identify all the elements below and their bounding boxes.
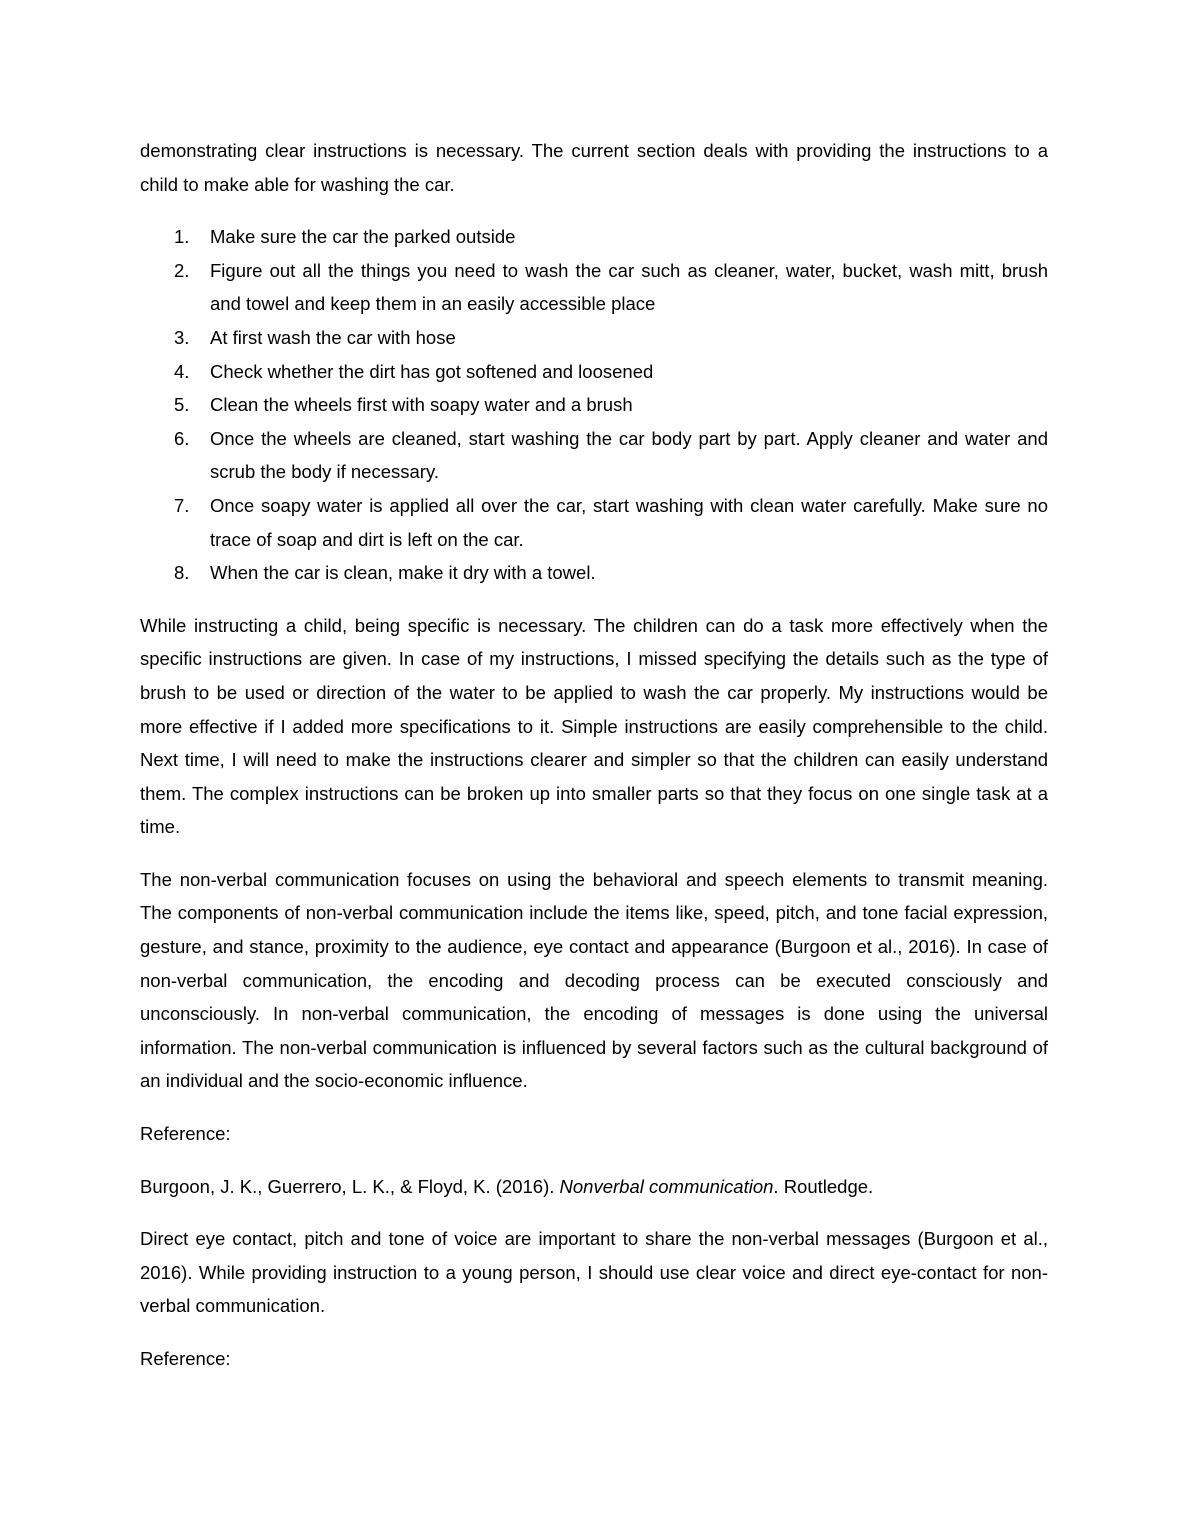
list-item-number: 6.	[174, 427, 190, 449]
list-item-text: At first wash the car with hose	[210, 326, 456, 348]
eye-contact-paragraph: Direct eye contact, pitch and tone of voice are important to share the non-verbal messages (Burgoon et al., 2016). While providing instruction to a young person, I should use clear voice and direct eye-contact for non-verbal communication.	[140, 1228, 1048, 1317]
intro-paragraph: demonstrating clear instructions is necessary. The current section deals with providing the instructions to a child to make able for washing the car.	[140, 140, 1048, 195]
citation-authors: Burgoon, J. K., Guerrero, L. K., & Floyd, K. (2016).	[140, 1175, 560, 1197]
list-item	[140, 388, 1048, 422]
list-item-number: 1.	[174, 226, 190, 248]
list-item	[140, 422, 1048, 489]
list-item	[140, 321, 1048, 355]
list-item-number: 5.	[174, 394, 190, 416]
list-item-text: Once soapy water is applied all over the car, start washing with clean water carefully. Make sure no trace of soap and dirt is left on the car.	[210, 494, 1048, 550]
nonverbal-paragraph: The non-verbal communication focuses on using the behavioral and speech elements to transmit meaning. The components of non-verbal communication include the items like, speed, pitch, and tone facial expression, gesture, and stance, proximity to the audience, eye contact and appearance (Burgoon et al., 2016). In case of non-verbal communication, the encoding and decoding process can be executed consciously and unconsciously. In non-verbal communication, the encoding of messages is done using the universal information. The non-verbal communication is influenced by several factors such as the cultural background of an individual and the socio-economic influence.	[140, 868, 1048, 1092]
citation-entry	[140, 1170, 1048, 1204]
list-item-text: Once the wheels are cleaned, start washing the car body part by part. Apply cleaner and water and scrub the body if necessary.	[210, 427, 1048, 483]
list-item	[140, 355, 1048, 389]
list-item	[140, 489, 1048, 556]
document-page	[140, 134, 1048, 1395]
reference-heading: Reference:	[140, 1348, 231, 1369]
list-item	[140, 254, 1048, 321]
list-item	[140, 220, 1048, 254]
list-item-number: 2.	[174, 259, 190, 281]
list-item-text: Make sure the car the parked outside	[210, 226, 516, 248]
list-item-text: When the car is clean, make it dry with a towel.	[210, 562, 596, 584]
list-item-text: Figure out all the things you need to wash the car such as cleaner, water, bucket, wash mitt, brush and towel and keep them in an easily accessible place	[210, 259, 1048, 315]
reference-heading: Reference:	[140, 1123, 231, 1145]
list-item-text: Clean the wheels first with soapy water and a brush	[210, 394, 633, 416]
list-item-number: 4.	[174, 360, 190, 382]
citation-title: Nonverbal communication	[559, 1175, 774, 1197]
list-item-number: 7.	[174, 494, 190, 516]
list-item-number: 3.	[174, 326, 190, 348]
car-wash-steps-list	[140, 220, 1048, 590]
citation-publisher: . Routledge.	[773, 1175, 874, 1197]
list-item	[140, 556, 1048, 590]
specific-instructions-paragraph: While instructing a child, being specific is necessary. The children can do a task more effectively when the specific instructions are given. In case of my instructions, I missed specifying the details such as the type of brush to be used or direction of the water to be applied to wash the car properly. My instructions would be more effective if I added more specifications to it. Simple instructions are easily comprehensible to the child. Next time, I will need to make the instructions clearer and simpler so that the children can easily understand them. The complex instructions can be broken up into smaller parts so that they focus on one single task at a time.	[140, 614, 1048, 838]
list-item-text: Check whether the dirt has got softened and loosened	[210, 360, 654, 382]
list-item-number: 8.	[174, 562, 190, 584]
